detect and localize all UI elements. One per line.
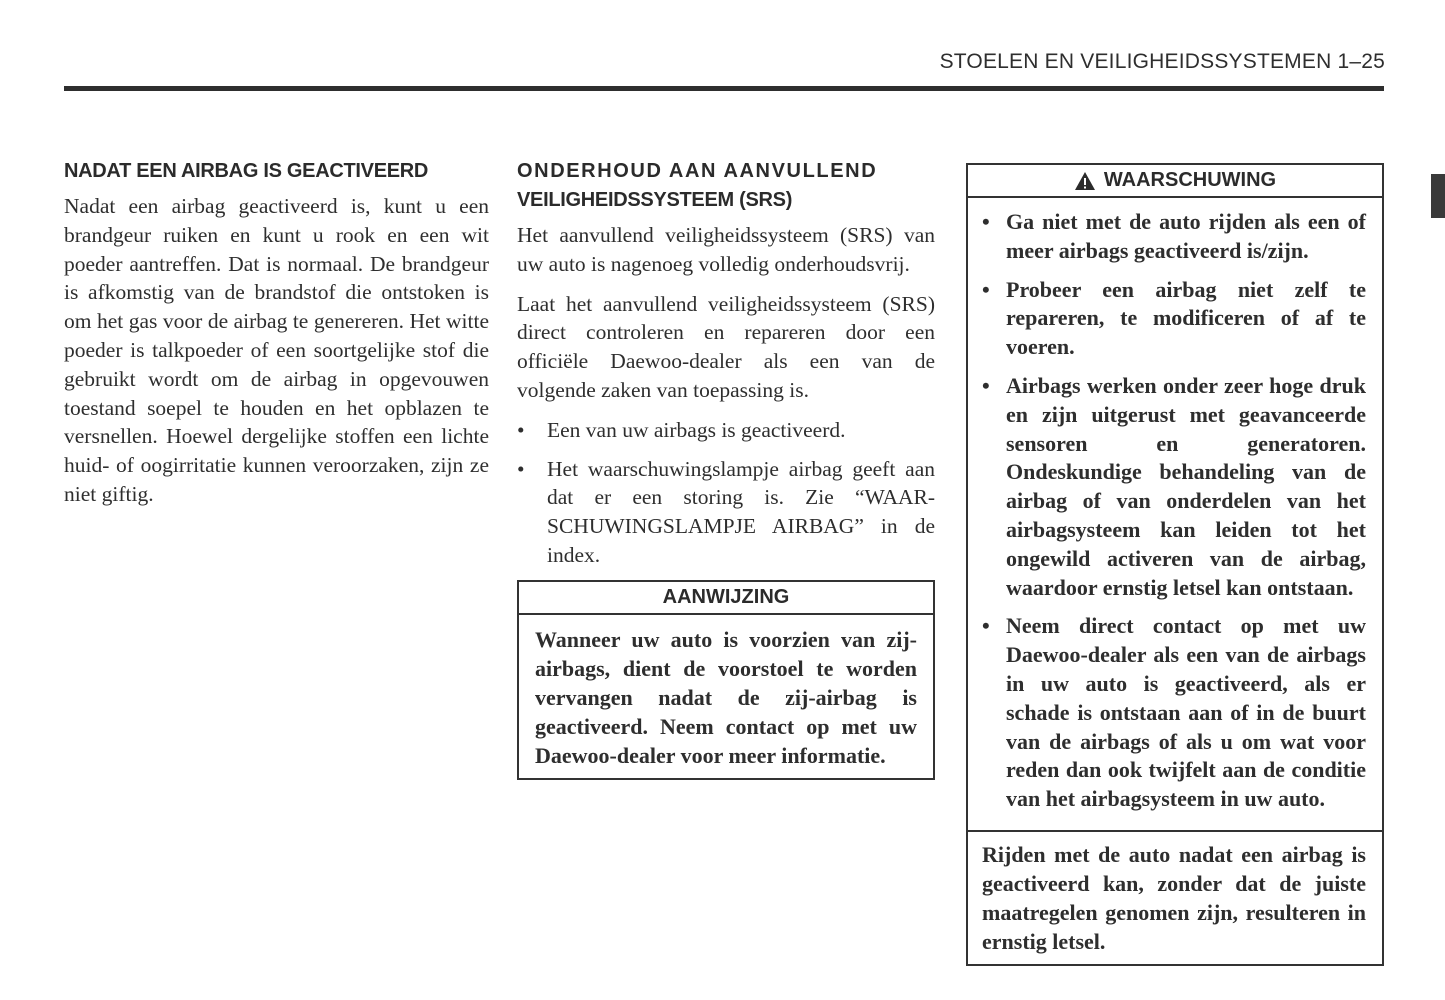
bullet-icon: • bbox=[517, 417, 525, 442]
running-head: STOELEN EN VEILIGHEIDSSYSTEMEN 1–25 bbox=[939, 50, 1385, 73]
bullet-icon: • bbox=[982, 276, 990, 302]
list-item bbox=[982, 372, 1366, 602]
warning-header bbox=[968, 165, 1382, 198]
srs-paragraph-2: Laat het aanvullend veiligheidssysteem (SRS) direct controleren en repareren door een officiële Daewoo-dealer als een van de volgende zaken van toepassing is. bbox=[517, 291, 935, 402]
list-item-text: Een van uw airbags is geactiveerd. bbox=[547, 417, 846, 442]
column-after-deployment bbox=[64, 157, 489, 520]
list-item-text: Het waarschuwingslampje airbag geeft aan dat er een storing is. Zie “WAAR-SCHUWINGSLAMPJE AIRBAG” in de index. bbox=[547, 456, 935, 567]
list-item bbox=[517, 455, 935, 570]
warning-list bbox=[982, 208, 1366, 814]
warning-body bbox=[968, 198, 1382, 830]
bullet-icon: • bbox=[517, 456, 525, 481]
list-item-text: Ga niet met de auto rijden als een of meer airbags geactiveerd is/zijn. bbox=[1006, 209, 1366, 263]
srs-paragraph-1: Het aanvullend veiligheidssysteem (SRS) van uw auto is nagenoeg volledig onderhoudsvrij. bbox=[517, 223, 935, 276]
list-item-text: Neem direct contact op met uw Daewoo-dealer als een van de airbags in uw auto is geactiveerd, als er schade is ontstaan aan of in de buurt van de airbags of als u om wat voor reden dan ook twijfelt aan de conditie van het airbagsysteem in uw auto. bbox=[1006, 613, 1366, 812]
bullet-icon: • bbox=[982, 209, 990, 234]
section-heading-after-deployment: NADAT EEN AIRBAG IS GEACTIVEERD bbox=[64, 160, 429, 182]
bullet-icon: • bbox=[982, 613, 990, 639]
chapter-thumb-tab bbox=[1431, 174, 1445, 218]
header-rule bbox=[64, 86, 1384, 91]
warning-title: WAARSCHUWING bbox=[1103, 169, 1277, 191]
column-srs-maintenance bbox=[517, 157, 935, 780]
heading-line-1: ONDERHOUD AAN AANVULLEND bbox=[517, 160, 878, 182]
warning-footer: Rijden met de auto nadat een airbag is geactiveerd kan, zonder dat de juiste maatregelen genomen zijn, resulteren in ernstig letsel. bbox=[968, 830, 1382, 964]
list-item-text: Airbags werken onder zeer hoge druk en zijn uitgerust met geavanceerde sensoren en generatoren. Ondeskundige behandeling van de airbag of van onderdelen van het airbagsysteem kan leiden tot het ongewild activeren van de airbag, waardoor ernstig letsel kan ontstaan. bbox=[1006, 372, 1366, 600]
warning-triangle-icon bbox=[1074, 171, 1096, 191]
note-body: Wanneer uw auto is voorzien van zij-airbags, dient de voorstoel te worden vervangen nadat de zij-airbag is geactiveerd. Neem contact op met uw Daewoo-dealer voor meer informatie. bbox=[535, 626, 917, 768]
list-item bbox=[982, 208, 1366, 266]
section-heading-srs-maintenance bbox=[517, 157, 935, 215]
column-warning bbox=[966, 163, 1384, 966]
list-item bbox=[982, 276, 1366, 362]
after-deployment-paragraph: Nadat een airbag geactiveerd is, kunt u een brandgeur ruiken en kunt u rook en een wit poeder aantreffen. Dat is normaal. De brandgeur is afkomstig van de brandstof die ontstoken is om het gas voor de airbag te genereren. Het witte poeder is talkpoeder of een soortgelijke stof die gebruikt wordt om de airbag in opgevouwen toestand soepel te houden en het opblazen te versnellen. Hoewel dergelijke stoffen een lichte huid- of oogirritatie kunnen veroorzaken, zijn ze niet giftig. bbox=[64, 194, 489, 506]
list-item-text: Probeer een airbag niet zelf te repareren, te modificeren of af te voeren. bbox=[1006, 276, 1366, 360]
bullet-icon: • bbox=[982, 372, 990, 398]
srs-conditions-list bbox=[517, 416, 935, 570]
list-item bbox=[982, 612, 1366, 814]
warning-box bbox=[966, 163, 1384, 966]
heading-line-2: VEILIGHEIDSSYSTEEM (SRS) bbox=[517, 189, 793, 211]
note-box bbox=[517, 580, 935, 780]
note-title: AANWIJZING bbox=[519, 582, 933, 615]
list-item bbox=[517, 416, 935, 445]
